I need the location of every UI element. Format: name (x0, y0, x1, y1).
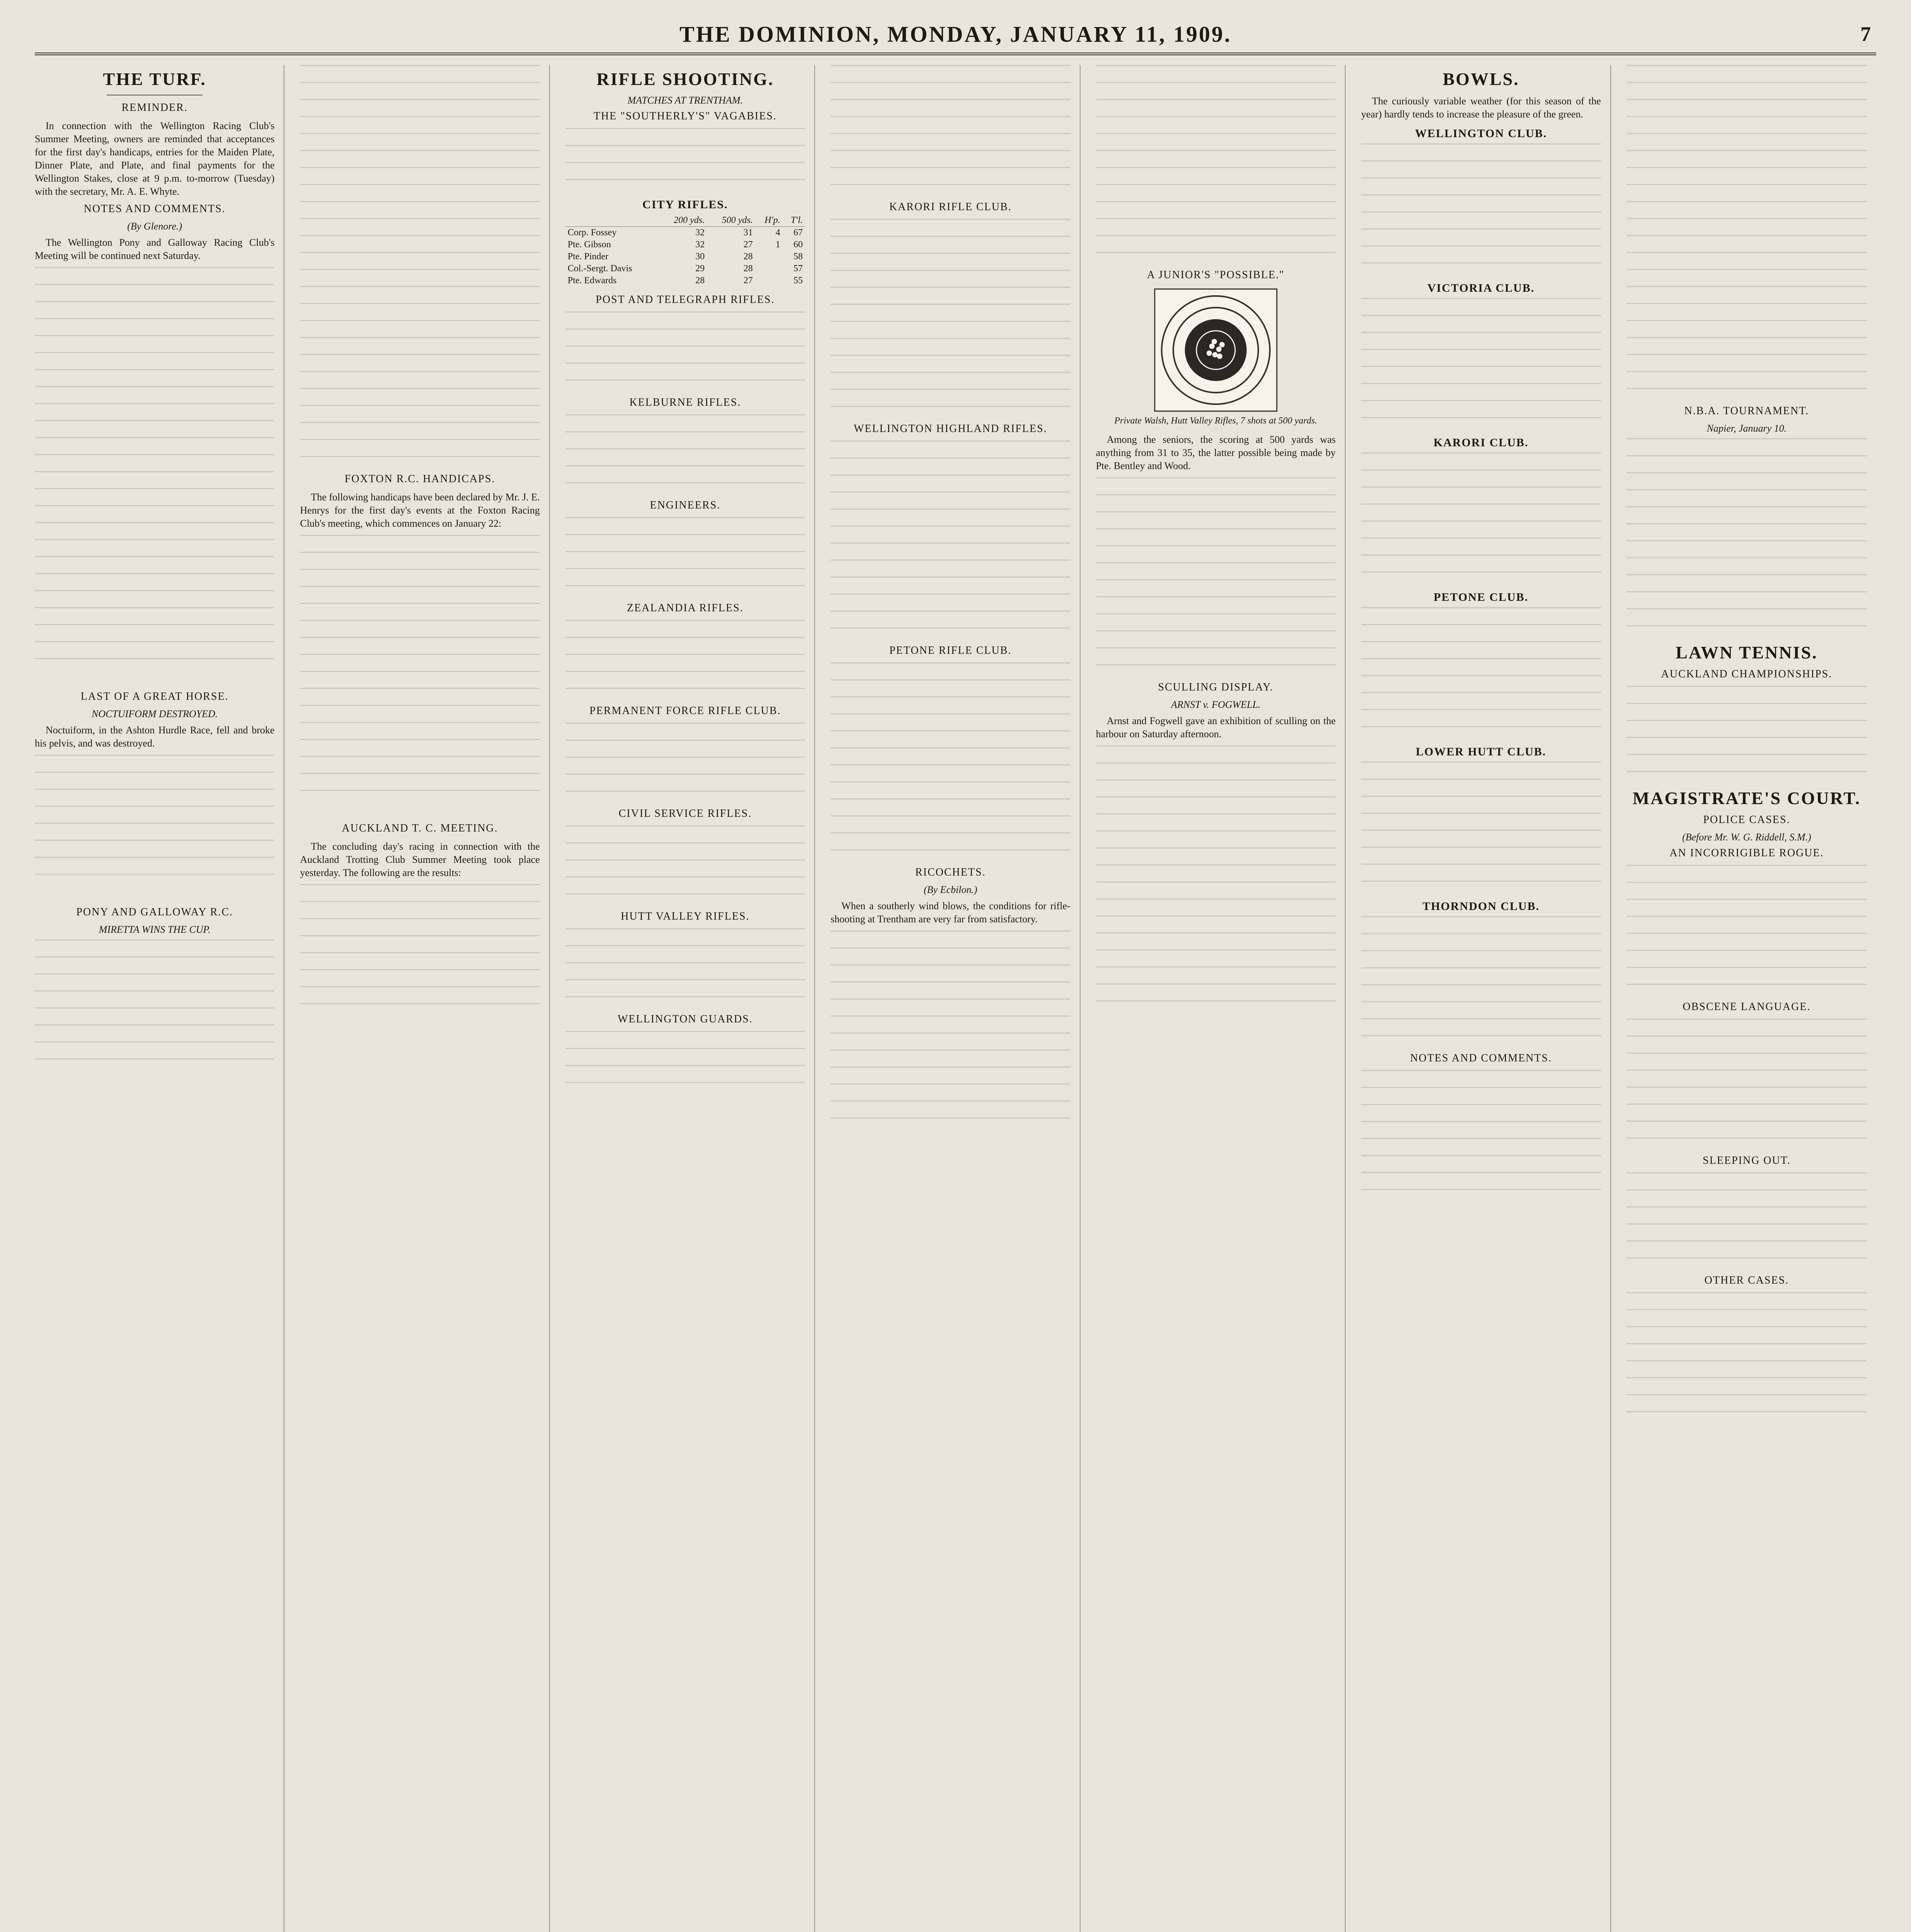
city-rifles-heading: CITY RIFLES. (642, 198, 728, 211)
bowls-text: The curiously variable weather (for this season of the year) hardly tends to increase the pleasure of the green. (1361, 95, 1601, 120)
score-cell (755, 251, 783, 263)
score-cell: 28 (743, 264, 753, 274)
rifle-heading: RIFLE SHOOTING. (596, 69, 774, 89)
reminder-heading: REMINDER. (121, 102, 188, 114)
score-cell: 67 (793, 228, 803, 238)
auckland-tc-article (300, 822, 539, 1016)
score-cell: Col.-Sergt. Davis (567, 264, 632, 274)
table-row (565, 251, 805, 263)
score-cell (755, 263, 783, 275)
score-cell: 32 (695, 228, 705, 238)
score-cell: Pte. Pinder (567, 252, 609, 262)
target-illustration (1096, 288, 1336, 412)
score-cell: 60 (793, 240, 803, 250)
lawn-tennis-sub: AUCKLAND CHAMPIONSHIPS. (1661, 668, 1833, 680)
auckland-tc-heading: AUCKLAND T. C. MEETING. (342, 822, 498, 834)
bowls-club-4: LOWER HUTT CLUB. (1416, 745, 1547, 758)
turf-notes-heading: NOTES AND COMMENTS. (83, 203, 226, 215)
column-6 (1361, 65, 1611, 1932)
score-cell: 31 (743, 228, 753, 238)
lawn-tennis-heading: LAWN TENNIS. (1676, 643, 1818, 662)
rifle-target-icon (1154, 288, 1278, 412)
foxton-text: The following handicaps have been declared by Mr. J. E. Henrys for the first day's events at the Foxton Racing Club's meeting, which commences on January 22: (300, 492, 540, 529)
column-7 (1627, 65, 1876, 1932)
reminder-text: In connection with the Wellington Racing Club's Summer Meeting, owners are reminded that acceptances for the first day's handicaps, entries for the Maiden Plate, Dinner Plate, and Plate, and final payments for the Wellington Stakes, close at 9 p.m. to-morrow (Tuesday) with the secretary, Mr. A. E. Whyte. (35, 120, 275, 197)
matches-sub: MATCHES AT TRENTHAM. (627, 95, 743, 106)
city-rifles-table (565, 214, 805, 287)
score-cell: 57 (793, 264, 803, 274)
police-byline: (Before Mr. W. G. Riddell, S.M.) (1682, 832, 1811, 843)
lastof-sub: NOCTUIFORM DESTROYED. (91, 708, 218, 719)
auckland-tc-text: The concluding day's racing in connection with the Auckland Trotting Club Summer Meeting took place yesterday. The following are the results: (300, 841, 540, 878)
score-header-4: T'l. (783, 214, 805, 227)
score-cell: 4 (775, 228, 780, 238)
junior-possible-heading: A JUNIOR'S "POSSIBLE." (1147, 269, 1285, 281)
score-cell: 28 (695, 276, 705, 286)
lastof-heading: LAST OF A GREAT HORSE. (80, 690, 229, 702)
foxton-article (300, 473, 539, 803)
column-1 (35, 65, 284, 1932)
bowls-club-2: KARORI CLUB. (1433, 436, 1529, 449)
table-row (565, 239, 805, 251)
score-header-2: 500 yds. (707, 214, 755, 227)
magistrates-court-heading: MAGISTRATE'S COURT. (1632, 788, 1861, 808)
table-row (565, 227, 805, 239)
score-header-1: 200 yds. (659, 214, 707, 227)
permanent-force-heading: PERMANENT FORCE RIFLE CLUB. (589, 705, 781, 717)
lastof-text: Noctuiform, in the Ashton Hurdle Race, fell and broke his pelvis, and was destroyed. (35, 724, 275, 749)
masthead-title: THE DOMINION, MONDAY, JANUARY 11, 1909. (679, 21, 1232, 47)
column-4 (830, 65, 1080, 1932)
score-cell: Pte. Gibson (567, 240, 611, 250)
score-cell: Corp. Fossey (567, 228, 617, 238)
hutt-valley-heading: HUTT VALLEY RIFLES. (621, 910, 750, 922)
petone-rifle-heading: PETONE RIFLE CLUB. (889, 645, 1012, 656)
pony-heading: PONY AND GALLOWAY R.C. (76, 906, 233, 918)
foxton-heading: FOXTON R.C. HANDICAPS. (344, 473, 495, 485)
sculling-heading: SCULLING DISPLAY. (1158, 681, 1274, 693)
vagabies-heading: THE "SOUTHERLY'S" VAGABIES. (594, 110, 777, 122)
score-header-0 (565, 214, 659, 227)
highland-rifles-heading: WELLINGTON HIGHLAND RIFLES. (854, 423, 1047, 435)
sculling-text: Arnst and Fogwell gave an exhibition of sculling on the harbour on Saturday afternoon. (1096, 715, 1336, 740)
bowls-notes-heading: NOTES AND COMMENTS. (1410, 1052, 1552, 1064)
other-cases-heading: OTHER CASES. (1704, 1274, 1789, 1286)
obscene-heading: OBSCENE LANGUAGE. (1683, 1001, 1811, 1013)
ricochets-byline: (By Ecbilon.) (924, 884, 977, 895)
kelburne-heading: KELBURNE RIFLES. (629, 396, 741, 408)
score-cell: 29 (695, 264, 705, 274)
bowls-club-0: WELLINGTON CLUB. (1415, 127, 1547, 140)
rogue-heading: AN INCORRIGIBLE ROGUE. (1669, 847, 1824, 859)
page-number: 7 (1860, 22, 1872, 46)
columns (35, 65, 1876, 1932)
engineers-heading: ENGINEERS. (650, 499, 721, 511)
score-cell: 27 (743, 276, 753, 286)
score-cell: 30 (695, 252, 705, 262)
score-cell: 27 (743, 240, 753, 250)
bowls-heading: BOWLS. (1443, 69, 1520, 89)
karori-rifle-heading: KARORI RIFLE CLUB. (889, 201, 1012, 213)
post-telegraph-heading: POST AND TELEGRAPH RIFLES. (596, 294, 775, 306)
score-cell: 58 (793, 252, 803, 262)
bowls-club-5: THORNDON CLUB. (1422, 900, 1540, 913)
bowls-club-3: PETONE CLUB. (1433, 591, 1528, 604)
nba-heading: N.B.A. TOURNAMENT. (1684, 405, 1809, 417)
score-cell: 32 (695, 240, 705, 250)
table-row (565, 263, 805, 275)
nba-sub: Napier, January 10. (1707, 423, 1787, 434)
masthead (35, 15, 1876, 55)
turf-notes-text: The Wellington Pony and Galloway Racing Club's Meeting will be continued next Saturday. (35, 237, 275, 261)
police-cases-heading: POLICE CASES. (1703, 814, 1790, 826)
target-caption: Private Walsh, Hutt Valley Rifles, 7 shots at 500 yards. (1114, 416, 1317, 426)
turf-heading: THE TURF. (103, 69, 206, 89)
lastof-article (35, 690, 274, 887)
table-row (565, 275, 805, 287)
wellington-guards-heading: WELLINGTON GUARDS. (618, 1013, 753, 1025)
score-header-3: H'p. (755, 214, 783, 227)
column-3 (565, 65, 815, 1932)
sculling-sub: ARNST v. FOGWELL. (1171, 699, 1261, 710)
score-cell: 55 (793, 276, 803, 286)
turf-article (35, 69, 274, 671)
turf-notes-byline: (By Glenore.) (127, 221, 182, 232)
column-2 (300, 65, 550, 1932)
pony-article (35, 906, 274, 1071)
bowls-club-1: VICTORIA CLUB. (1427, 282, 1535, 294)
column-5 (1096, 65, 1346, 1932)
score-cell: 28 (743, 252, 753, 262)
civil-service-heading: CIVIL SERVICE RIFLES. (618, 808, 752, 820)
junior-text: Among the seniors, the scoring at 500 yards was anything from 31 to 35, the latter possible being made by Pte. Bentley and Wood. (1096, 434, 1336, 471)
ricochets-heading: RICOCHETS. (915, 866, 986, 878)
zealandia-heading: ZEALANDIA RIFLES. (627, 602, 744, 614)
score-cell: Pte. Edwards (567, 276, 617, 286)
ricochets-text: When a southerly wind blows, the conditions for rifle-shooting at Trentham are very far from satisfactory. (830, 900, 1070, 925)
score-cell: 1 (775, 240, 780, 250)
sleeping-heading: SLEEPING OUT. (1702, 1155, 1791, 1167)
score-cell (755, 275, 783, 287)
pony-sub: MIRETTA WINS THE CUP. (99, 924, 211, 935)
